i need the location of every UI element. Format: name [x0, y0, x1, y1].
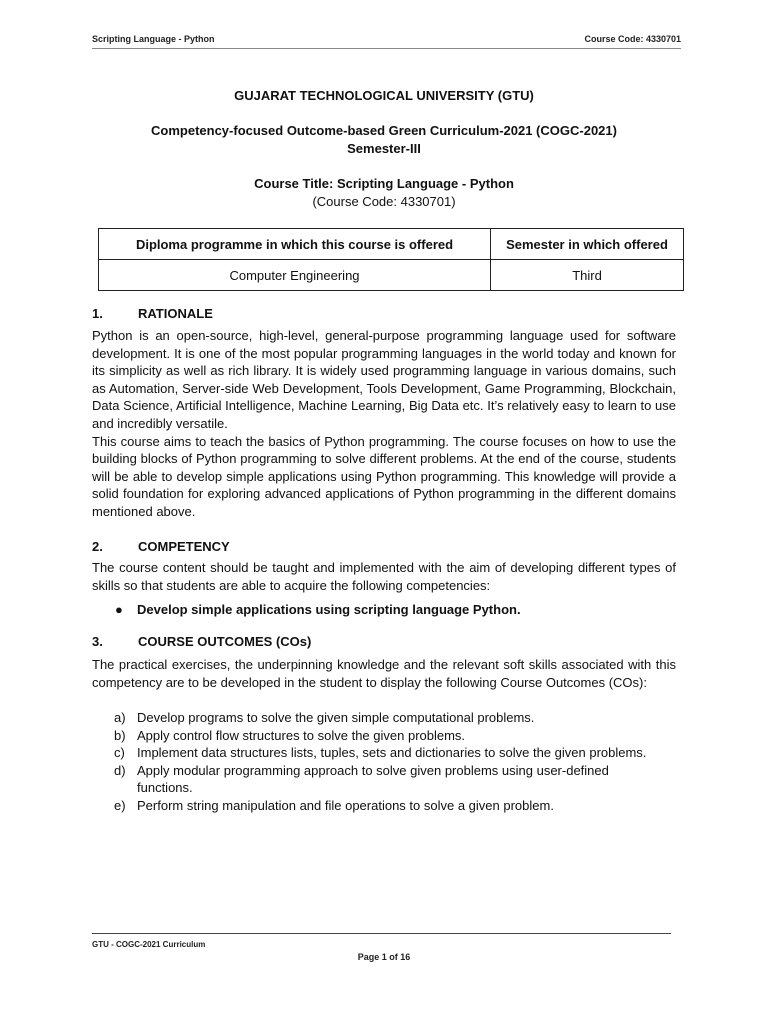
section-heading-course-outcomes [92, 634, 311, 649]
rationale-text [92, 327, 676, 521]
paragraph: Python is an open-source, high-level, general-purpose programming language used for software development. It is one of the most popular programming languages in the world today and known for its simplicity as well as rich library. It is widely used programming language in various domains, such as Automation, Server-side Web Development, Tools Development, Game Programming, Blockchain, Data Science, Artificial Intelligence, Machine Learning, Big Data etc. It’s relatively easy to learn to use and incredibly versatile. [92, 328, 676, 431]
semester-title: Semester-III [347, 141, 421, 156]
table-header-row [99, 229, 684, 260]
competency-text [92, 559, 676, 594]
university-title: GUJARAT TECHNOLOGICAL UNIVERSITY (GTU) [234, 88, 534, 103]
competency-bullet [115, 602, 521, 617]
list-item [114, 744, 654, 762]
paragraph: This course aims to teach the basics of Python programming. The course focuses on how to use the building blocks of Python programming to solve different problems. At the end of the course, students will be able to develop simple applications using Python programming. This knowledge will provide a solid foundation for exploring advanced applications of Python programming in the different domains mentioned above. [92, 433, 676, 519]
paragraph: The course content should be taught and implemented with the aim of developing different types of skills so that students are able to acquire the following competencies: [92, 560, 676, 593]
course-code-line: (Course Code: 4330701) [312, 194, 456, 209]
course-outcomes-text [92, 656, 676, 691]
table-cell: Third [491, 260, 684, 291]
course-title: Course Title: Scripting Language - Python [254, 176, 514, 191]
programme-offer-table [98, 228, 684, 291]
table-header-cell: Diploma programme in which this course is offered [99, 229, 491, 260]
table-cell: Computer Engineering [99, 260, 491, 291]
page-number: Page 1 of 16 [357, 952, 411, 962]
section-heading-rationale [92, 306, 213, 321]
list-item [114, 709, 654, 727]
section-number: 1. [92, 306, 103, 321]
section-heading-competency [92, 539, 230, 554]
table-row [99, 260, 684, 291]
bullet-text: Develop simple applications using scripting language Python. [137, 602, 521, 617]
list-item-text: Apply control flow structures to solve the given problems. [137, 727, 466, 743]
bullet-icon: ● [115, 602, 123, 617]
list-item [114, 797, 654, 815]
section-title: COURSE OUTCOMES (COs) [138, 634, 312, 649]
footer-curriculum-label: GTU - COGC-2021 Curriculum [92, 940, 206, 949]
list-item-text: Apply modular programming approach to solve given problems using user-defined functions. [137, 762, 609, 796]
list-item-text: Perform string manipulation and file operations to solve a given problem. [137, 797, 554, 813]
footer-divider [92, 933, 671, 934]
section-number: 3. [92, 634, 103, 649]
section-title: COMPETENCY [138, 539, 230, 554]
section-title: RATIONALE [138, 306, 213, 321]
list-item-label: b) [114, 727, 126, 743]
list-item-text: Implement data structures lists, tuples, sets and dictionaries to solve the given problems. [137, 745, 647, 761]
list-item-label: c) [114, 745, 125, 761]
table-header-cell: Semester in which offered [491, 229, 684, 260]
section-number: 2. [92, 539, 103, 554]
list-item-text: Develop programs to solve the given simple computational problems. [137, 710, 535, 725]
list-item [114, 762, 654, 797]
list-item [114, 727, 654, 745]
curriculum-title: Competency-focused Outcome-based Green Curriculum-2021 (COGC-2021) [151, 123, 617, 138]
list-item-label: e) [114, 797, 126, 813]
paragraph: The practical exercises, the underpinning knowledge and the relevant soft skills associated with this competency are to be developed in the student to display the following Course Outcomes (COs): [92, 657, 676, 690]
header-divider [92, 48, 681, 49]
header-course-name: Scripting Language - Python [92, 34, 215, 44]
list-item-label: a) [114, 710, 126, 725]
list-item-label: d) [114, 762, 126, 778]
course-outcomes-list [114, 709, 654, 815]
header-course-code: Course Code: 4330701 [584, 34, 681, 44]
